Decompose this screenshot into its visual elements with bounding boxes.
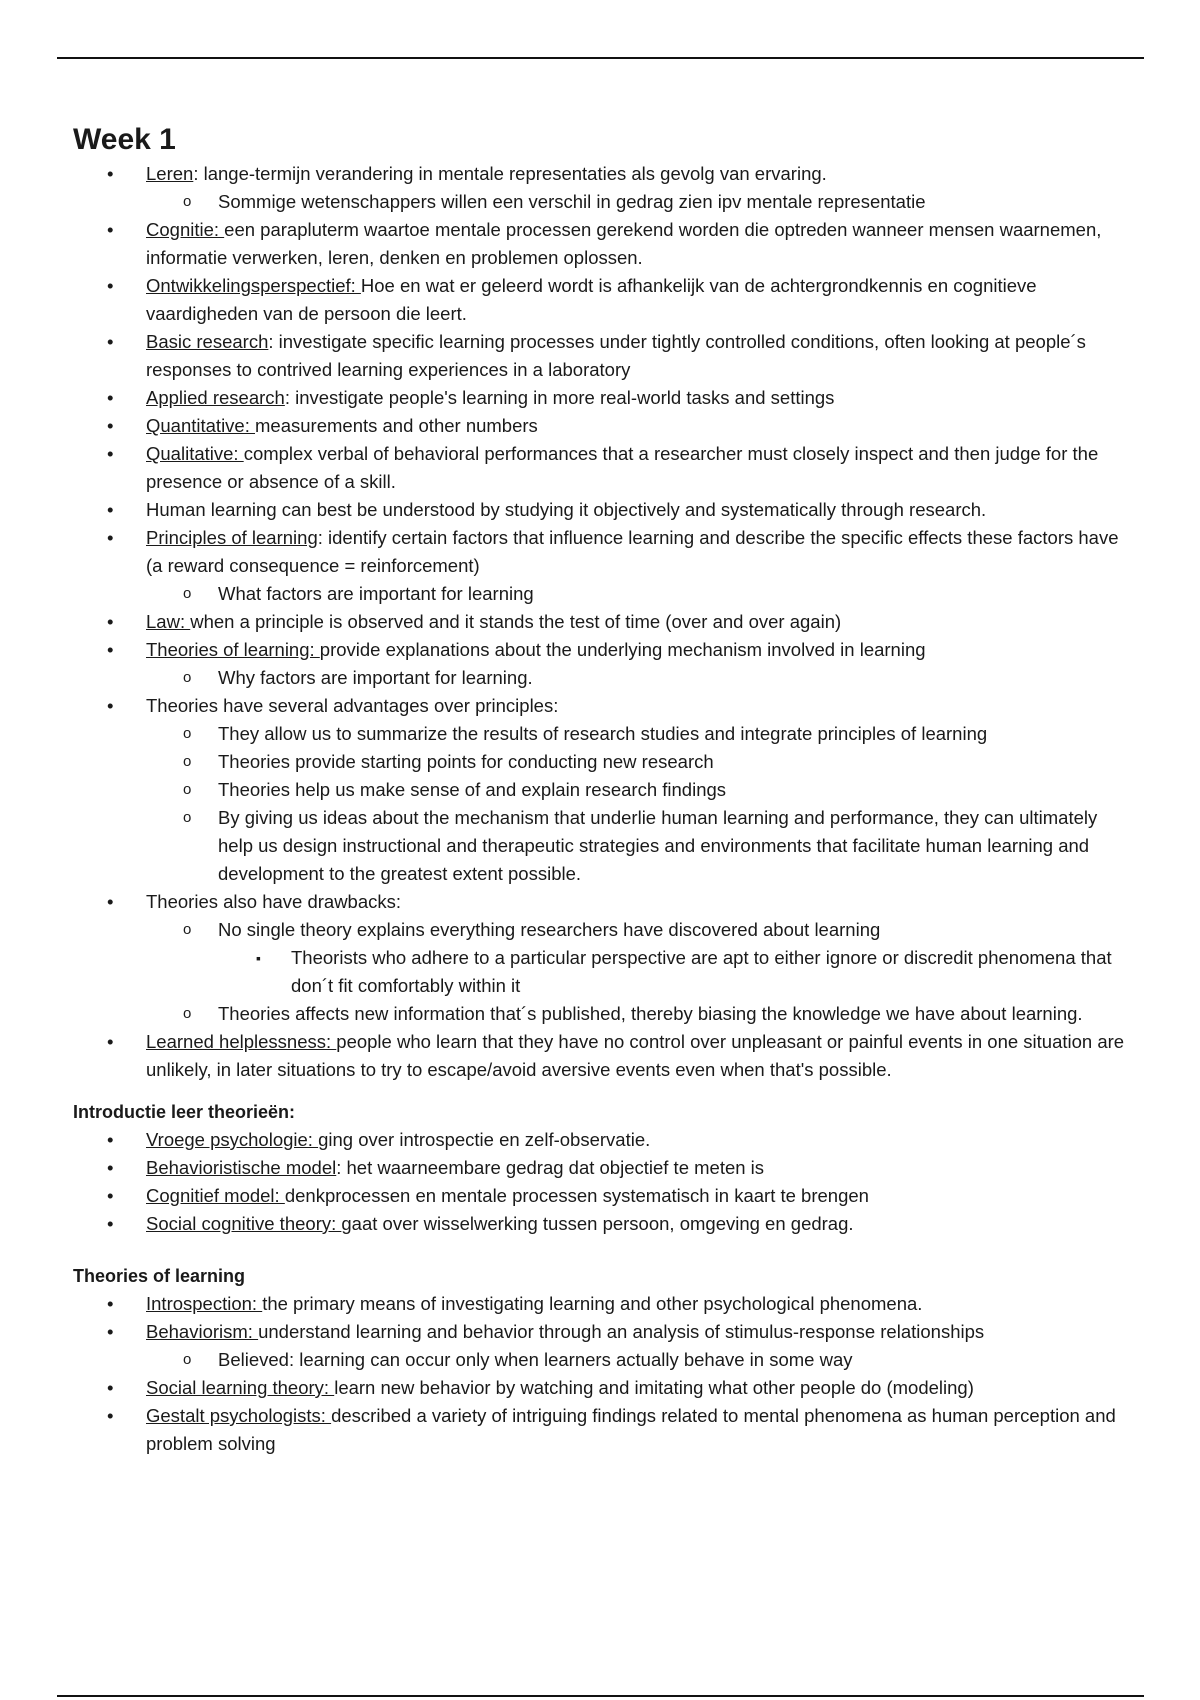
week-list bbox=[73, 160, 1133, 1084]
list-item: • Leren: lange-termijn verandering in mentale representaties als gevolg van ervaring. bbox=[73, 160, 1133, 188]
list-item: • Qualitative: complex verbal of behavioral performances that a researcher must closely inspect and then judge for the presence or absence of a skill. bbox=[73, 440, 1133, 496]
intro-list bbox=[73, 1126, 1133, 1238]
list-item: o Theories affects new information that´s published, thereby biasing the knowledge we have about learning. bbox=[73, 1000, 1133, 1028]
list-item: o No single theory explains everything researchers have discovered about learning bbox=[73, 916, 1133, 944]
list-item: o Why factors are important for learning. bbox=[73, 664, 1133, 692]
list-item: • Learned helplessness: people who learn that they have no control over unpleasant or painful events in one situation are unlikely, in later situations to try to escape/avoid aversive events even when that's possible. bbox=[73, 1028, 1133, 1084]
section-heading-intro: Introductie leer theorieën: bbox=[73, 1102, 296, 1122]
list-item: • Social learning theory: learn new behavior by watching and imitating what other people do (modeling) bbox=[73, 1374, 1133, 1402]
list-item: • Gestalt psychologists: described a variety of intriguing findings related to mental phenomena as human perception and problem solving bbox=[73, 1402, 1133, 1458]
list-item: • Human learning can best be understood by studying it objectively and systematically through research. bbox=[73, 496, 1133, 524]
list-item: • Vroege psychologie: ging over introspectie en zelf-observatie. bbox=[73, 1126, 1133, 1154]
page-title: Week 1 bbox=[73, 123, 176, 156]
section-heading-theories: Theories of learning bbox=[73, 1266, 246, 1286]
list-item: • Behavioristische model: het waarneembare gedrag dat objectief te meten is bbox=[73, 1154, 1133, 1182]
document-body bbox=[73, 120, 1133, 1458]
list-item: • Theories also have drawbacks: bbox=[73, 888, 1133, 916]
theories-list bbox=[73, 1290, 1133, 1458]
list-item: o Sommige wetenschappers willen een verschil in gedrag zien ipv mentale representatie bbox=[73, 188, 1133, 216]
list-item: o They allow us to summarize the results of research studies and integrate principles of learning bbox=[73, 720, 1133, 748]
list-item: • Cognitief model: denkprocessen en mentale processen systematisch in kaart te brengen bbox=[73, 1182, 1133, 1210]
list-item: • Social cognitive theory: gaat over wisselwerking tussen persoon, omgeving en gedrag. bbox=[73, 1210, 1133, 1238]
list-item: o Theories provide starting points for conducting new research bbox=[73, 748, 1133, 776]
list-item: • Law: when a principle is observed and it stands the test of time (over and over again) bbox=[73, 608, 1133, 636]
list-item: o Believed: learning can occur only when learners actually behave in some way bbox=[73, 1346, 1133, 1374]
list-item: • Behaviorism: understand learning and behavior through an analysis of stimulus-response relationships bbox=[73, 1318, 1133, 1346]
list-item: • Quantitative: measurements and other numbers bbox=[73, 412, 1133, 440]
list-item: o Theories help us make sense of and explain research findings bbox=[73, 776, 1133, 804]
list-item: • Ontwikkelingsperspectief: Hoe en wat er geleerd wordt is afhankelijk van de achtergrondkennis en cognitieve vaardigheden van de persoon die leert. bbox=[73, 272, 1133, 328]
top-rule bbox=[57, 57, 1144, 59]
list-item: • Theories of learning: provide explanations about the underlying mechanism involved in learning bbox=[73, 636, 1133, 664]
list-item: • Cognitie: een parapluterm waartoe mentale processen gerekend worden die optreden wanneer mensen waarnemen, informatie verwerken, leren, denken en problemen oplossen. bbox=[73, 216, 1133, 272]
list-item: • Theories have several advantages over principles: bbox=[73, 692, 1133, 720]
list-item: • Applied research: investigate people's learning in more real-world tasks and settings bbox=[73, 384, 1133, 412]
list-item: ▪ Theorists who adhere to a particular perspective are apt to either ignore or discredit phenomena that don´t fit comfortably within it bbox=[73, 944, 1133, 1000]
list-item: • Introspection: the primary means of investigating learning and other psychological phenomena. bbox=[73, 1290, 1133, 1318]
bottom-rule bbox=[57, 1695, 1144, 1697]
list-item: o What factors are important for learning bbox=[73, 580, 1133, 608]
list-item: o By giving us ideas about the mechanism that underlie human learning and performance, they can ultimately help us design instructional and therapeutic strategies and environments that facilitate human learning and development to the greatest extent possible. bbox=[73, 804, 1133, 888]
list-item: • Basic research: investigate specific learning processes under tightly controlled conditions, often looking at people´s responses to contrived learning experiences in a laboratory bbox=[73, 328, 1133, 384]
list-item: • Principles of learning: identify certain factors that influence learning and describe the specific effects these factors have (a reward consequence = reinforcement) bbox=[73, 524, 1133, 580]
